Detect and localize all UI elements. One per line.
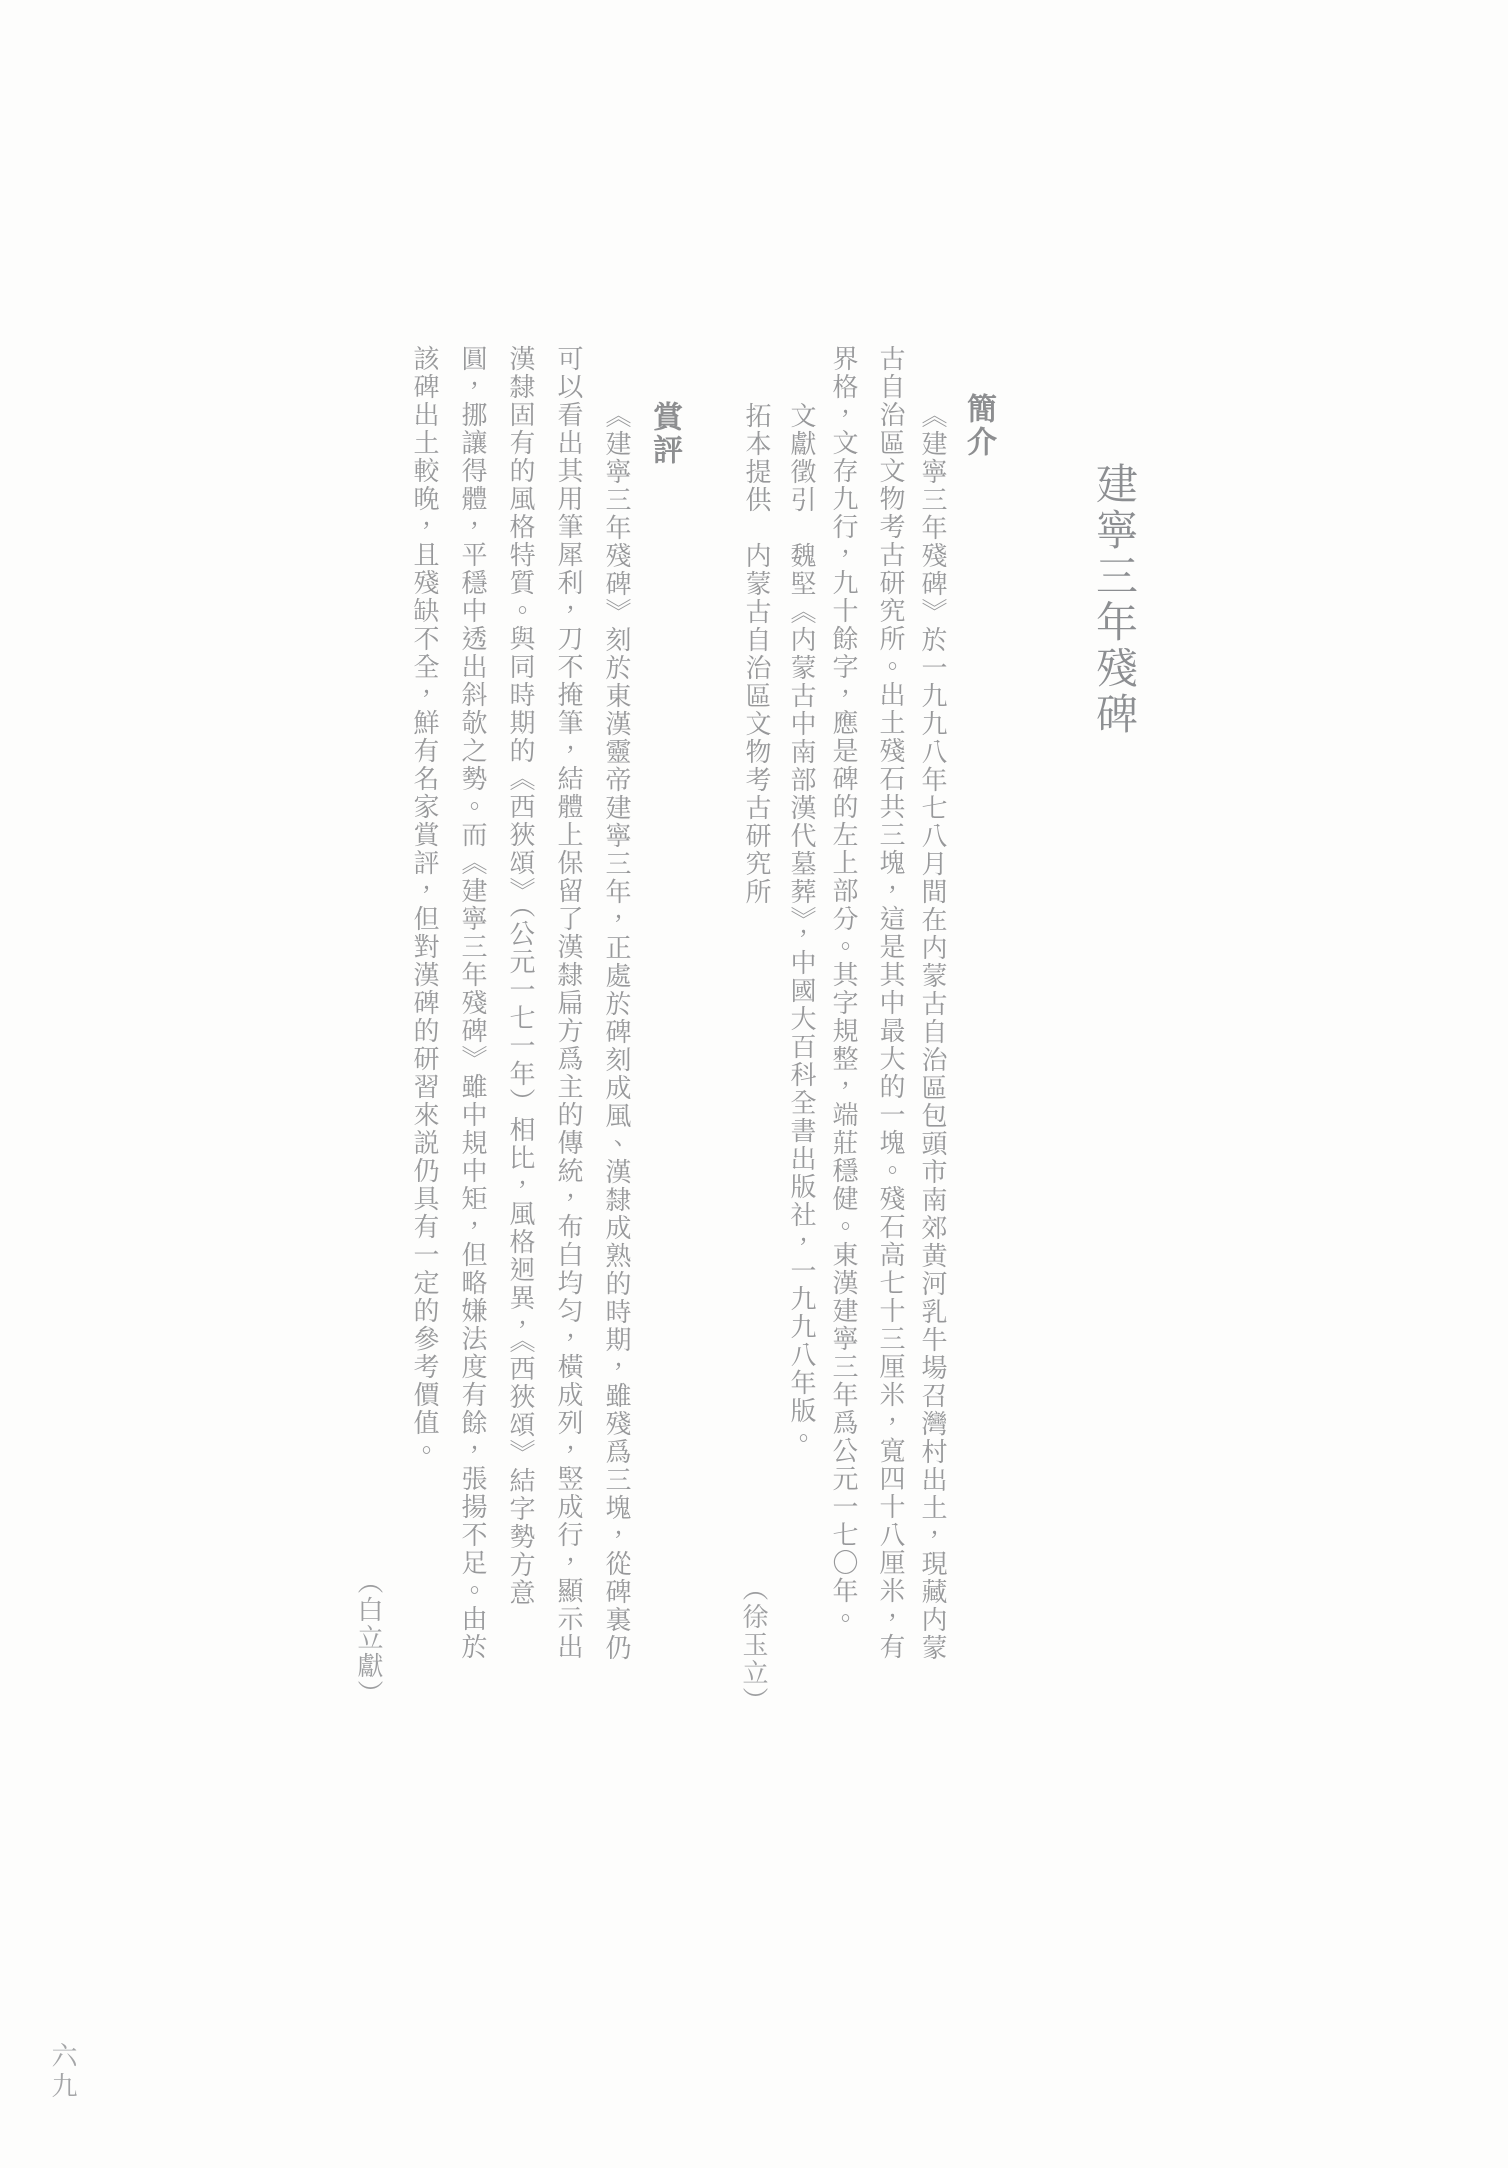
review-text-column-4: 圓，挪讓得體，平穩中透出斜欹之勢。而《建寧三年殘碑》雖中規中矩，但略嫌法度有餘，張揚不足。由於 [458, 345, 487, 1661]
review-text-column-1: 《建寧三年殘碑》刻於東漢靈帝建寧三年，正處於碑刻成風、漢隸成熟的時期，雖殘爲三塊，從碑裏仍 [602, 402, 631, 1662]
review-text-column-3: 漢隸固有的風格特質。與同時期的《西狹頌》（公元一七一年）相比，風格迥異，《西狹頌》結字勢方意 [506, 345, 535, 1607]
review-text-column-2: 可以看出其用筆犀利，刀不掩筆，結體上保留了漢隸扁方爲主的傳統，布白均匀，橫成列，竪成行，顯示出 [554, 345, 583, 1661]
intro-text-column-3: 界格，文存九行，九十餘字，應是碑的左上部分。其字規整，端莊穩健。東漢建寧三年爲公元一七〇年。 [829, 345, 858, 1633]
intro-section-heading: 簡介 [962, 393, 995, 459]
rubbing-credit-line: 拓本提供 内蒙古自治區文物考古研究所 [742, 402, 771, 906]
intro-attribution: （徐玉立） [739, 1575, 768, 1715]
review-text-column-5: 該碑出土較晚，且殘缺不全，鮮有名家賞評，但對漢碑的研習來説仍具有一定的參考價值。 [410, 345, 439, 1465]
intro-text-column-1: 《建寧三年殘碑》於一九九八年七八月間在内蒙古自治區包頭市南郊黄河乳牛場召灣村出土，現藏内蒙 [918, 402, 947, 1662]
page-number: 六九 [48, 2042, 77, 2102]
review-attribution: （白立獻） [354, 1568, 383, 1708]
bibliography-line: 文獻徵引 魏堅《内蒙古中南部漢代墓葬》，中國大百科全書出版社，一九九八年版。 [787, 402, 816, 1453]
intro-text-column-2: 古自治區文物考古研究所。出土殘石共三塊，這是其中最大的一塊。殘石高七十三厘米，寬四十八厘米，有 [876, 345, 905, 1661]
book-title: 建寧三年殘碑 [1090, 462, 1136, 738]
review-section-heading: 賞評 [648, 401, 681, 467]
